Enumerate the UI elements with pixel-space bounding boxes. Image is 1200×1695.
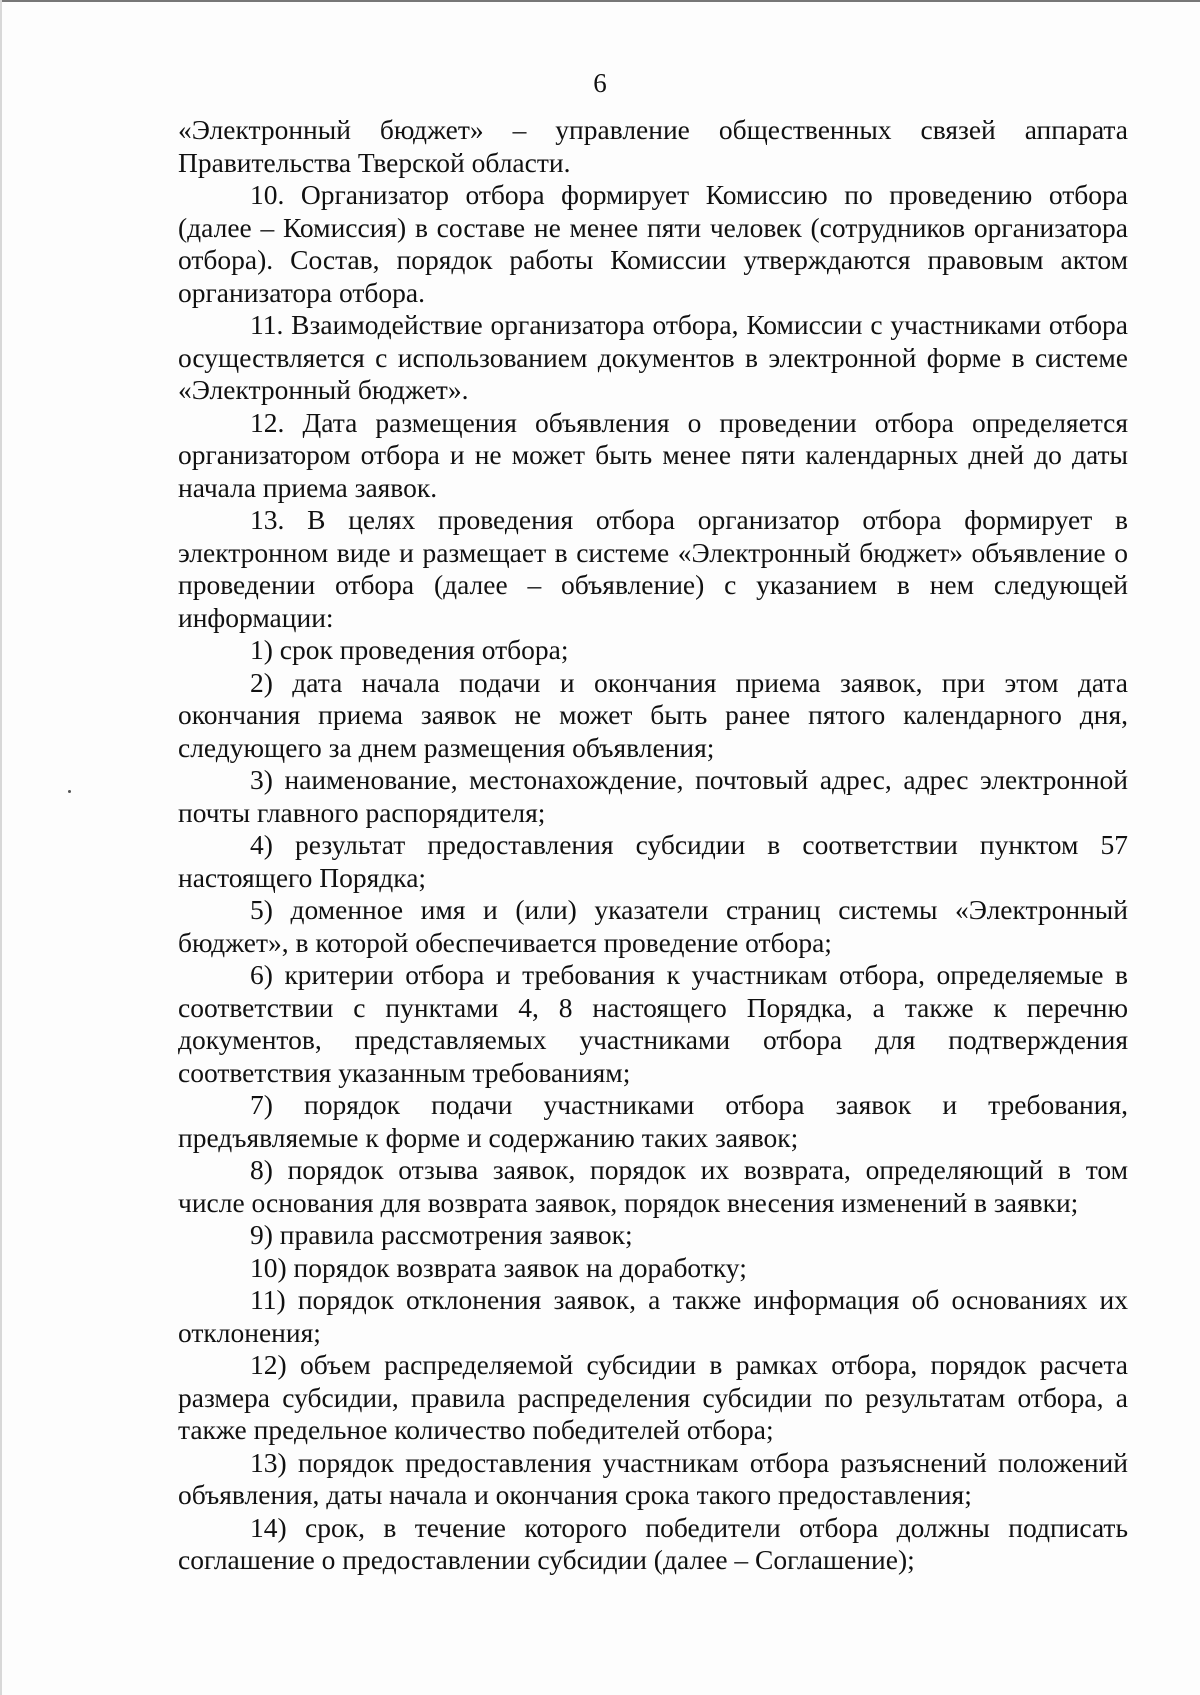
list-item: 4) результат предоставления субсидии в соответствии пунктом 57 настоящего Порядка;	[178, 829, 1128, 893]
list-item: 12) объем распределяемой субсидии в рамках отбора, порядок расчета размера субсидии, правила распределения субсидии по результатам отбора, а также предельное количество победителей отбора;	[178, 1349, 1128, 1445]
list-item: 11) порядок отклонения заявок, а также информация об основаниях их отклонения;	[178, 1284, 1128, 1348]
page-number: 6	[593, 68, 607, 98]
document-body	[178, 114, 1128, 1577]
scan-left-edge	[0, 0, 2, 1695]
scan-speck	[68, 790, 71, 793]
list-item: 1) срок проведения отбора;	[250, 634, 569, 665]
paragraph: «Электронный бюджет» – управление общественных связей аппарата Правительства Тверской области.	[178, 114, 1128, 178]
paragraph: 13. В целях проведения отбора организатор отбора формирует в электронном виде и размещает в системе «Электронный бюджет» объявление о проведении отбора (далее – объявление) с указанием в нем следующей информации:	[178, 504, 1128, 633]
list-item: 3) наименование, местонахождение, почтовый адрес, адрес электронной почты главного распорядителя;	[178, 764, 1128, 828]
list-item: 8) порядок отзыва заявок, порядок их возврата, определяющий в том числе основания для возврата заявок, порядок внесения изменений в заявки;	[178, 1154, 1128, 1218]
list-item: 7) порядок подачи участниками отбора заявок и требования, предъявляемые к форме и содержанию таких заявок;	[178, 1089, 1128, 1153]
list-item: 14) срок, в течение которого победители отбора должны подписать соглашение о предоставлении субсидии (далее – Соглашение);	[178, 1511, 1128, 1575]
list-item: 10) порядок возврата заявок на доработку;	[250, 1251, 747, 1283]
list-item: 13) порядок предоставления участникам отбора разъяснений положений объявления, даты начала и окончания срока такого предоставления;	[178, 1446, 1128, 1510]
list-item: 5) доменное имя и (или) указатели страниц системы «Электронный бюджет», в которой обеспечивается проведение отбора;	[178, 894, 1128, 958]
paragraph: 11. Взаимодействие организатора отбора, Комиссии с участниками отбора осуществляется с использованием документов в электронной форме в системе «Электронный бюджет».	[178, 309, 1128, 405]
list-item: 2) дата начала подачи и окончания приема заявок, при этом дата окончания приема заявок не может быть ранее пятого календарного дня, следующего за днем размещения объявления;	[178, 666, 1128, 763]
scan-top-edge	[0, 0, 1200, 2]
paragraph: 12. Дата размещения объявления о проведении отбора определяется организатором отбора и не может быть менее пяти календарных дней до даты начала приема заявок.	[178, 406, 1128, 503]
paragraph: 10. Организатор отбора формирует Комиссию по проведению отбора (далее – Комиссия) в составе не менее пяти человек (сотрудников организатора отбора). Состав, порядок работы Комиссии утверждаются правовым актом организатора отбора.	[178, 179, 1128, 308]
list-item: 9) правила рассмотрения заявок;	[250, 1219, 633, 1250]
list-item: 6) критерии отбора и требования к участникам отбора, определяемые в соответствии с пунктами 4, 8 настоящего Порядка, а также к перечню документов, представляемых участниками отбора для подтверждения соответствия указанным требованиям;	[178, 959, 1128, 1088]
